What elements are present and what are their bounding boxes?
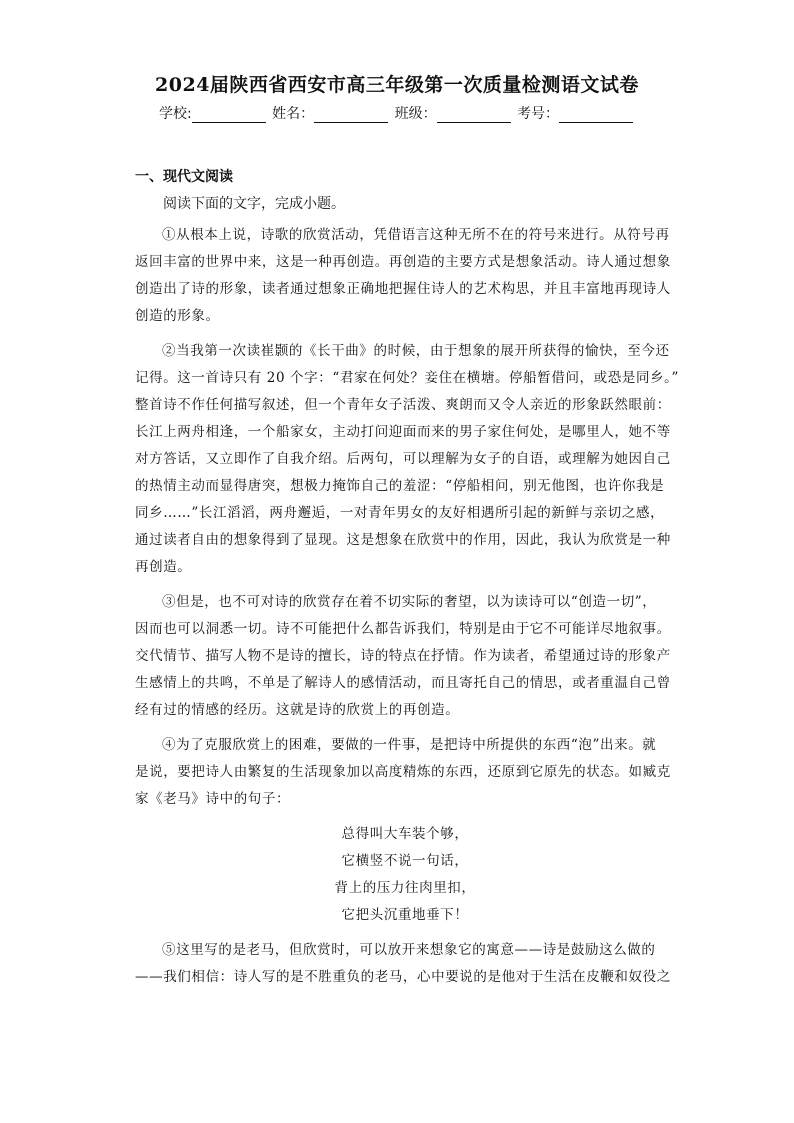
school-label: 学校: <box>158 106 192 122</box>
exam-title: 2024届陕西省西安市高三年级第一次质量检测语文试卷 <box>155 74 639 96</box>
paragraph-line: 生感情上的共鸣，不单是了解诗人的感情活动，而且寄托自己的情思，或者重温自己曾 <box>135 675 671 691</box>
paragraph-line: 对方答话，又立即作了自我介绍。后两句，可以理解为女子的自语，或理解为她因自己 <box>135 451 671 467</box>
poem-line: 背上的压力往肉里扣， <box>334 880 476 896</box>
paragraph-line: 同乡……”长江滔滔，两舟邂逅，一对青年男女的友好相遇所引起的新鲜与亲切之感， <box>135 505 665 521</box>
paragraph-line: ①从根本上说，诗歌的欣赏活动，凭借语言这种无所不在的符号来进行。从符号再 <box>162 227 670 243</box>
poem-line: 总得叫大车装个够， <box>341 826 469 842</box>
paragraph-line: ②当我第一次读崔颢的《长干曲》的时候，由于想象的展开所获得的愉快，至今还 <box>162 343 670 359</box>
paragraph-line: ——我们相信：诗人写的是不胜重负的老马，心中要说的是他对于生活在皮鞭和奴役之 <box>135 969 671 985</box>
poem-line: 它横竖不说一句话， <box>341 853 469 869</box>
poem-excerpt <box>135 821 665 929</box>
poem-line: 它把头沉重地垂下！ <box>341 907 469 923</box>
paragraph-line: 返回丰富的世界中来，这是一种再创造。再创造的主要方式是想象活动。诗人通过想象 <box>135 254 671 270</box>
paragraph-line: 的热情主动而显得唐突，想极力掩饰自己的羞涩：“停船相问，别无他图，也许你我是 <box>135 478 665 494</box>
paragraph-1 <box>135 222 671 330</box>
school-blank[interactable] <box>192 108 266 123</box>
paragraph-line: ④为了克服欣赏上的困难，要做的一件事，是把诗中所提供的东西“泡”出来。就 <box>162 737 657 753</box>
passage-body <box>135 222 680 991</box>
student-info-line <box>0 103 794 123</box>
paragraph-line: 经有过的情感的经历。这就是诗的欣赏上的再创造。 <box>135 702 460 718</box>
paragraph-line: 整首诗不作任何描写叙述，但一个青年女子活泼、爽朗而又令人亲近的形象跃然眼前： <box>135 397 671 413</box>
exam-number-blank[interactable] <box>559 108 633 123</box>
reading-instruction: 阅读下面的文字，完成小题。 <box>163 196 345 212</box>
paragraph-2 <box>135 338 680 581</box>
paragraph-line: 家《老马》诗中的句子： <box>135 791 291 807</box>
paragraph-3 <box>135 589 671 724</box>
paragraph-line: 创造出了诗的形象，读者通过想象正确地把握住诗人的艺术构思，并且丰富地再现诗人 <box>135 281 671 297</box>
section-heading: 一、现代文阅读 <box>135 169 233 185</box>
paragraph-line: 创造的形象。 <box>135 308 220 324</box>
paragraph-line: ⑤这里写的是老马，但欣赏时，可以放开来想象它的寓意——诗是鼓励这么做的 <box>162 942 656 958</box>
paragraph-line: 交代情节、描写人物不是诗的擅长，诗的特点在抒情。作为读者，希望通过诗的形象产 <box>135 648 671 664</box>
class-label: 班级： <box>394 106 437 122</box>
name-label: 姓名： <box>272 106 315 122</box>
paragraph-line: ③但是，也不可对诗的欣赏存在着不切实际的奢望，以为读诗可以“创造一切”， <box>162 594 657 610</box>
paragraph-line: 记得。这一首诗只有 20 个字：“君家在何处？妾住在横塘。停船暂借问，或恐是同乡。” <box>135 370 680 386</box>
class-blank[interactable] <box>437 108 511 123</box>
paragraph-5 <box>135 937 671 991</box>
paragraph-line: 再创造。 <box>135 559 192 575</box>
exam-number-label: 考号： <box>517 106 560 122</box>
paragraph-line: 通过读者自由的想象得到了显现。这是想象在欣赏中的作用，因此，我认为欣赏是一种 <box>135 532 671 548</box>
paragraph-line: 长江上两舟相逢，一个船家女，主动打问迎面而来的男子家住何处，是哪里人，她不等 <box>135 424 671 440</box>
name-blank[interactable] <box>314 108 388 123</box>
paragraph-line: 是说，要把诗人由繁复的生活现象加以高度精炼的东西，还原到它原先的状态。如臧克 <box>135 764 671 780</box>
paragraph-line: 因而也可以洞悉一切。诗不可能把什么都告诉我们，特别是由于它不可能详尽地叙事。 <box>135 621 671 637</box>
paragraph-4 <box>135 732 671 813</box>
